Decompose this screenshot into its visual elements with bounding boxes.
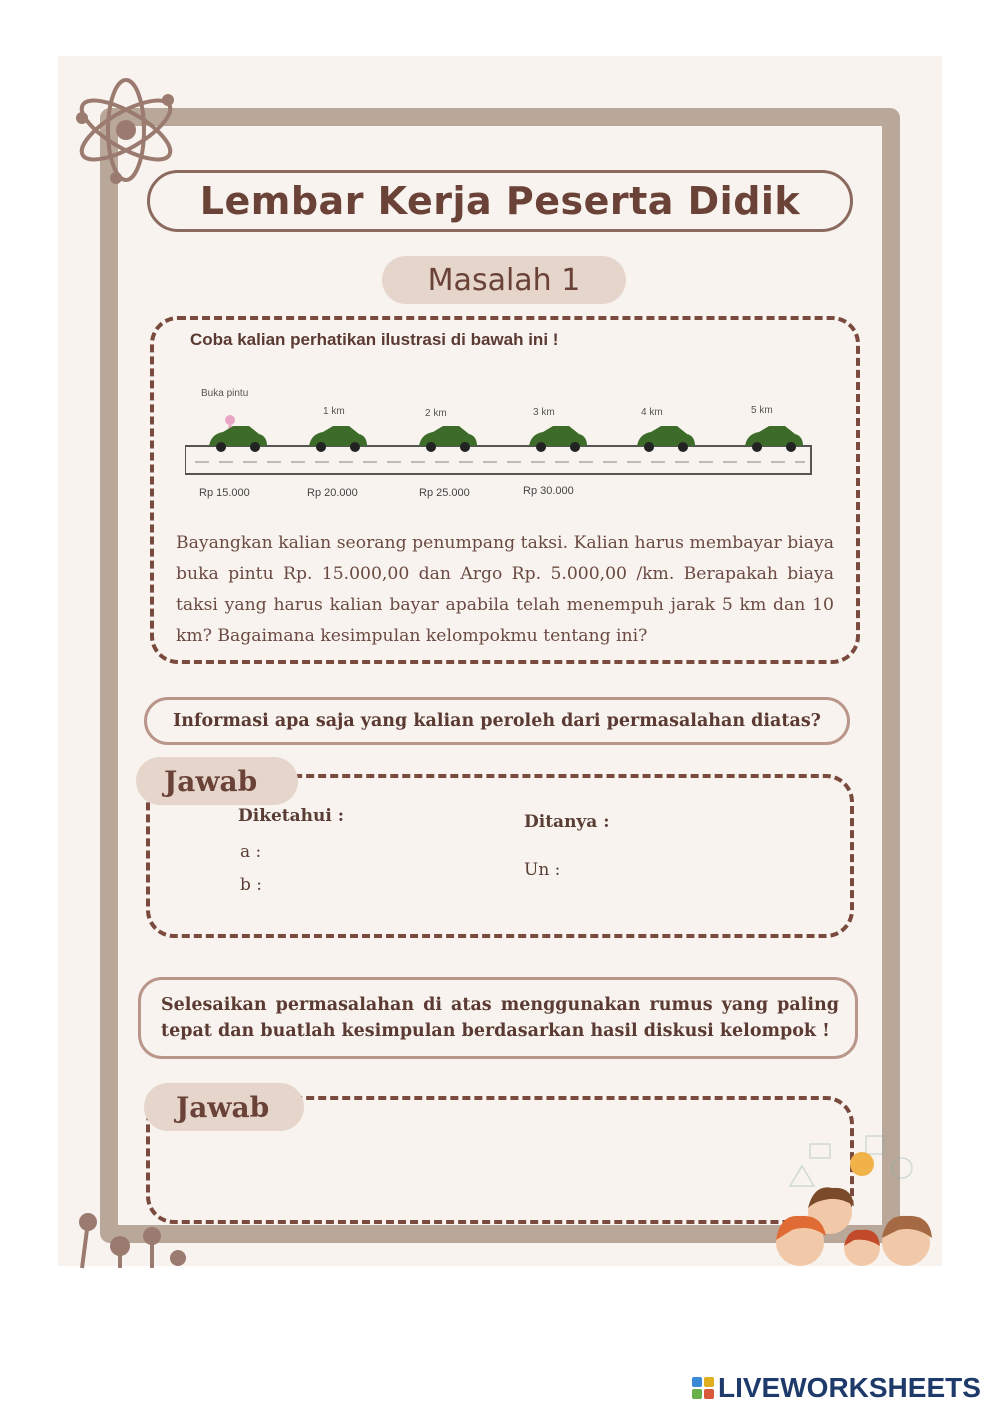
asked-label: Ditanya :	[524, 812, 610, 832]
answer-label-2: Jawab	[144, 1083, 304, 1131]
distance-label: 1 km	[323, 406, 345, 417]
distance-label: 3 km	[533, 407, 555, 418]
question-1: Informasi apa saja yang kalian peroleh dari permasalahan diatas?	[144, 697, 850, 745]
question-2: Selesaikan permasalahan di atas menggunakan rumus yang paling tepat dan buatlah kesimpulan berdasarkan hasil diskusi kelompok !	[138, 977, 858, 1059]
children-illustration	[770, 1130, 942, 1266]
taxi-icon	[745, 426, 803, 452]
problem-label: Masalah 1	[382, 256, 626, 304]
brand-text: LIVEWORKSHEETS	[718, 1372, 981, 1403]
taxi-icon	[209, 426, 267, 452]
known-label: Diketahui :	[238, 806, 345, 826]
instruction-text: Coba kalian perhatikan ilustrasi di bawah ini !	[190, 330, 559, 349]
liveworksheets-icon	[692, 1377, 714, 1399]
price-label: Rp 30.000	[523, 485, 574, 497]
taxi-icon	[637, 426, 695, 452]
known-b-label: b :	[240, 875, 263, 895]
problem-text: Bayangkan kalian seorang penumpang taksi. Kalian harus membayar biaya buka pintu Rp. 15.000,00 dan Argo Rp. 5.000,00 /km. Berapakah biaya taksi yang harus kalian bayar apabila telah menempuh jarak 5 km dan 10 km? Bagaimana kesimpulan kelompokmu tentang ini?	[176, 533, 834, 646]
answer-label-1: Jawab	[136, 757, 298, 805]
distance-label: 4 km	[641, 407, 663, 418]
brand-logo[interactable]	[692, 1372, 981, 1404]
known-a-label: a :	[240, 842, 262, 862]
taxi-icon	[309, 426, 367, 452]
atom-icon	[68, 74, 184, 186]
taxi-icon	[529, 426, 587, 452]
price-label: Rp 25.000	[419, 487, 470, 499]
distance-label: 2 km	[425, 408, 447, 419]
open-door-label: Buka pintu	[201, 388, 249, 399]
asked-un-label: Un :	[524, 860, 561, 880]
price-label: Rp 15.000	[199, 487, 250, 499]
price-label: Rp 20.000	[307, 487, 358, 499]
taxi-icon	[419, 426, 477, 452]
title-banner	[147, 170, 853, 232]
taxi-illustration	[185, 382, 815, 512]
distance-label: 5 km	[751, 405, 773, 416]
page-title: Lembar Kerja Peserta Didik	[199, 179, 801, 223]
